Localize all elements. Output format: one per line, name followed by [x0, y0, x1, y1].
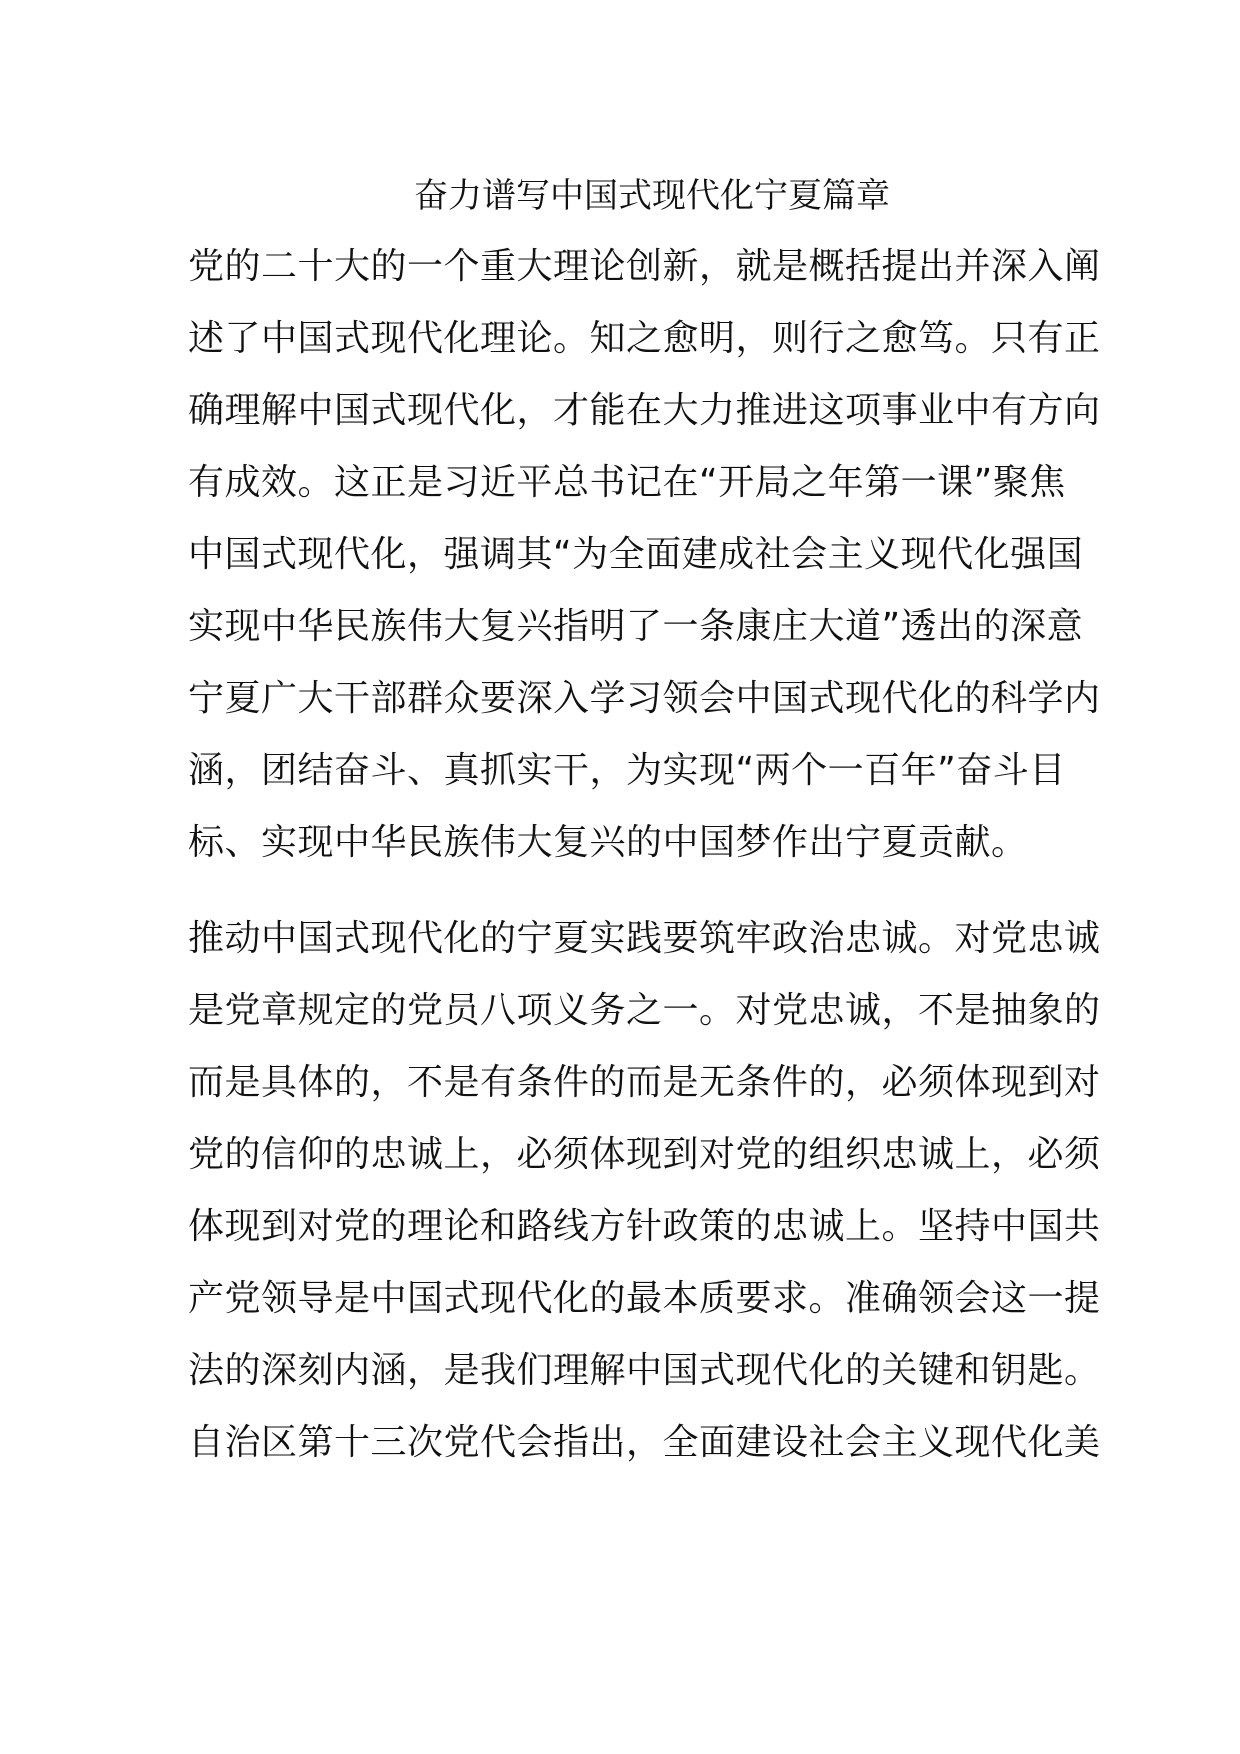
paragraph-1-line: 有成效。这正是习近平总书记在“开局之年第一课”聚焦 — [188, 462, 1066, 503]
paragraph-2-line: 是党章规定的党员八项义务之一。对党忠诚，不是抽象的 — [188, 990, 1101, 1031]
paragraph-1-line: 中国式现代化，强调其“为全面建成社会主义现代化强国 — [188, 534, 1084, 575]
paragraph-2-line: 体现到对党的理论和路线方针政策的忠诚上。坚持中国共 — [188, 1206, 1101, 1247]
paragraph-2-line: 推动中国式现代化的宁夏实践要筑牢政治忠诚。对党忠诚 — [188, 918, 1101, 959]
paragraph-1-line: 宁夏广大干部群众要深入学习领会中国式现代化的科学内 — [188, 678, 1101, 719]
paragraph-2-line: 产党领导是中国式现代化的最本质要求。准确领会这一提 — [188, 1278, 1101, 1319]
paragraph-1-line: 述了中国式现代化理论。知之愈明，则行之愈笃。只有正 — [188, 318, 1101, 359]
paragraph-2-line: 法的深刻内涵，是我们理解中国式现代化的关键和钥匙。 — [188, 1350, 1101, 1391]
paragraph-2-line: 而是具体的，不是有条件的而是无条件的，必须体现到对 — [188, 1062, 1101, 1103]
paragraph-1-line: 涵，团结奋斗、真抓实干，为实现“两个一百年”奋斗目 — [188, 750, 1066, 791]
paragraph-1-line: 确理解中国式现代化，才能在大力推进这项事业中有方向 — [188, 390, 1101, 431]
paragraph-1-line: 党的二十大的一个重大理论创新，就是概括提出并深入阐 — [188, 246, 1101, 287]
paragraph-1-line: 标、实现中华民族伟大复兴的中国梦作出宁夏贡献。 — [188, 822, 1028, 863]
paragraph-1-line: 实现中华民族伟大复兴指明了一条康庄大道”透出的深意 — [188, 606, 1084, 647]
paragraph-2-line: 党的信仰的忠诚上，必须体现到对党的组织忠诚上，必须 — [188, 1134, 1101, 1175]
paragraph-2-line: 自治区第十三次党代会指出，全面建设社会主义现代化美 — [188, 1422, 1101, 1463]
document-title: 奋力谱写中国式现代化宁夏篇章 — [414, 176, 890, 216]
